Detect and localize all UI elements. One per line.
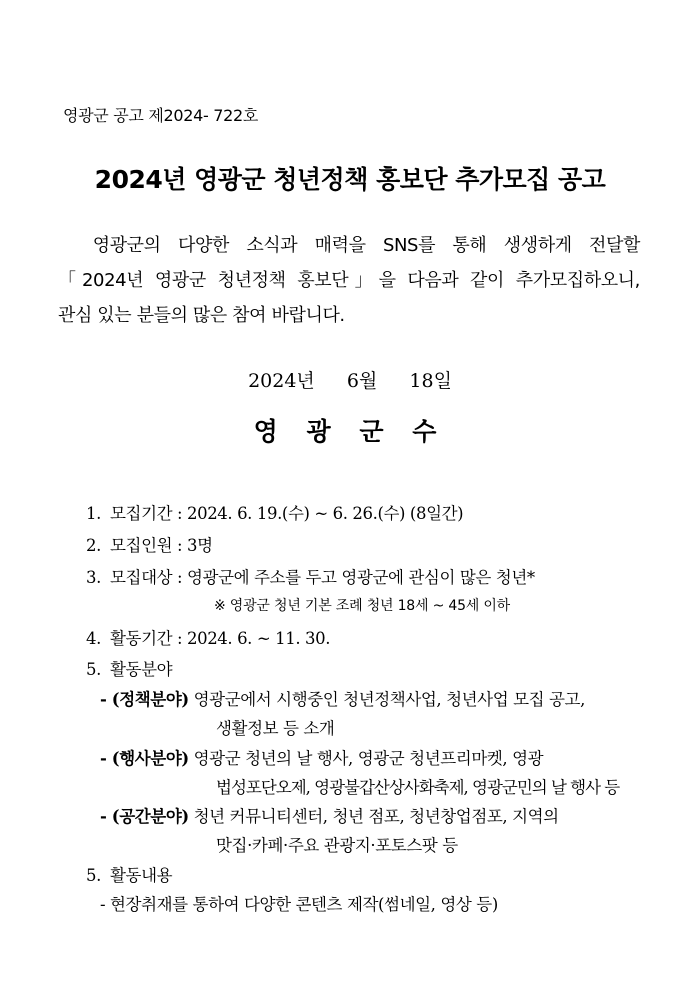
item-text: 활동분야 — [110, 660, 173, 679]
list-item-period — [86, 500, 463, 524]
intro-line: 「2024년 영광군 청년정책 홍보단」을 다음과 같이 추가모집하오니, — [58, 270, 640, 291]
list-item-fields — [86, 656, 172, 680]
field-event — [100, 745, 543, 769]
notice-number: 영광군 공고 제2024- 722호 — [63, 106, 259, 125]
item-text: 활동내용 — [110, 866, 173, 885]
intro-line: 영광군의 다양한 소식과 매력을 SNS를 통해 생생하게 전달할 — [58, 235, 640, 256]
list-item-target — [86, 564, 535, 588]
field-policy-cont: 생활정보 등 소개 — [216, 719, 335, 738]
target-note: ※ 영광군 청년 기본 조례 청년 18세 ~ 45세 이하 — [214, 598, 511, 614]
list-item-count — [86, 532, 213, 556]
field-tag: - (행사분야) — [100, 749, 189, 768]
intro-paragraph — [58, 228, 640, 333]
intro-line: 관심 있는 분들의 많은 참여 바랍니다. — [58, 305, 345, 326]
item-number: 1. — [86, 504, 101, 523]
signer: 영 광 군 수 — [253, 417, 447, 446]
item-text: 모집인원 : 3명 — [110, 536, 213, 555]
field-space-cont: 맛집·카페·주요 관광지·포토스팟 등 — [216, 836, 458, 855]
item-number: 4. — [86, 629, 101, 648]
content-detail: - 현장취재를 통하여 다양한 콘텐츠 제작(썸네일, 영상 등) — [100, 895, 498, 914]
field-space — [100, 803, 559, 827]
item-number: 2. — [86, 536, 101, 555]
field-text: 영광군에서 시행중인 청년정책사업, 청년사업 모집 공고, — [193, 690, 585, 709]
field-policy — [100, 686, 585, 710]
list-item-content — [86, 862, 172, 886]
item-text: 모집대상 : 영광군에 주소를 두고 영광군에 관심이 많은 청년* — [110, 568, 535, 587]
field-tag: - (공간분야) — [100, 807, 189, 826]
list-item-activity-period — [86, 625, 330, 649]
field-tag: - (정책분야) — [100, 690, 189, 709]
field-text: 청년 커뮤니티센터, 청년 점포, 청년창업점포, 지역의 — [193, 807, 559, 826]
item-number: 3. — [86, 568, 101, 587]
notice-date: 2024년 6월 18일 — [248, 370, 452, 392]
item-text: 활동기간 : 2024. 6. ~ 11. 30. — [110, 629, 331, 648]
field-text: 영광군 청년의 날 행사, 영광군 청년프리마켓, 영광 — [193, 749, 544, 768]
field-event-cont: 법성포단오제, 영광불갑산상사화축제, 영광군민의 날 행사 등 — [216, 778, 620, 797]
item-number: 5. — [86, 866, 101, 885]
item-text: 모집기간 : 2024. 6. 19.(수) ~ 6. 26.(수) (8일간) — [110, 504, 464, 523]
page-title: 2024년 영광군 청년정책 홍보단 추가모집 공고 — [94, 165, 606, 194]
item-number: 5. — [86, 660, 101, 679]
